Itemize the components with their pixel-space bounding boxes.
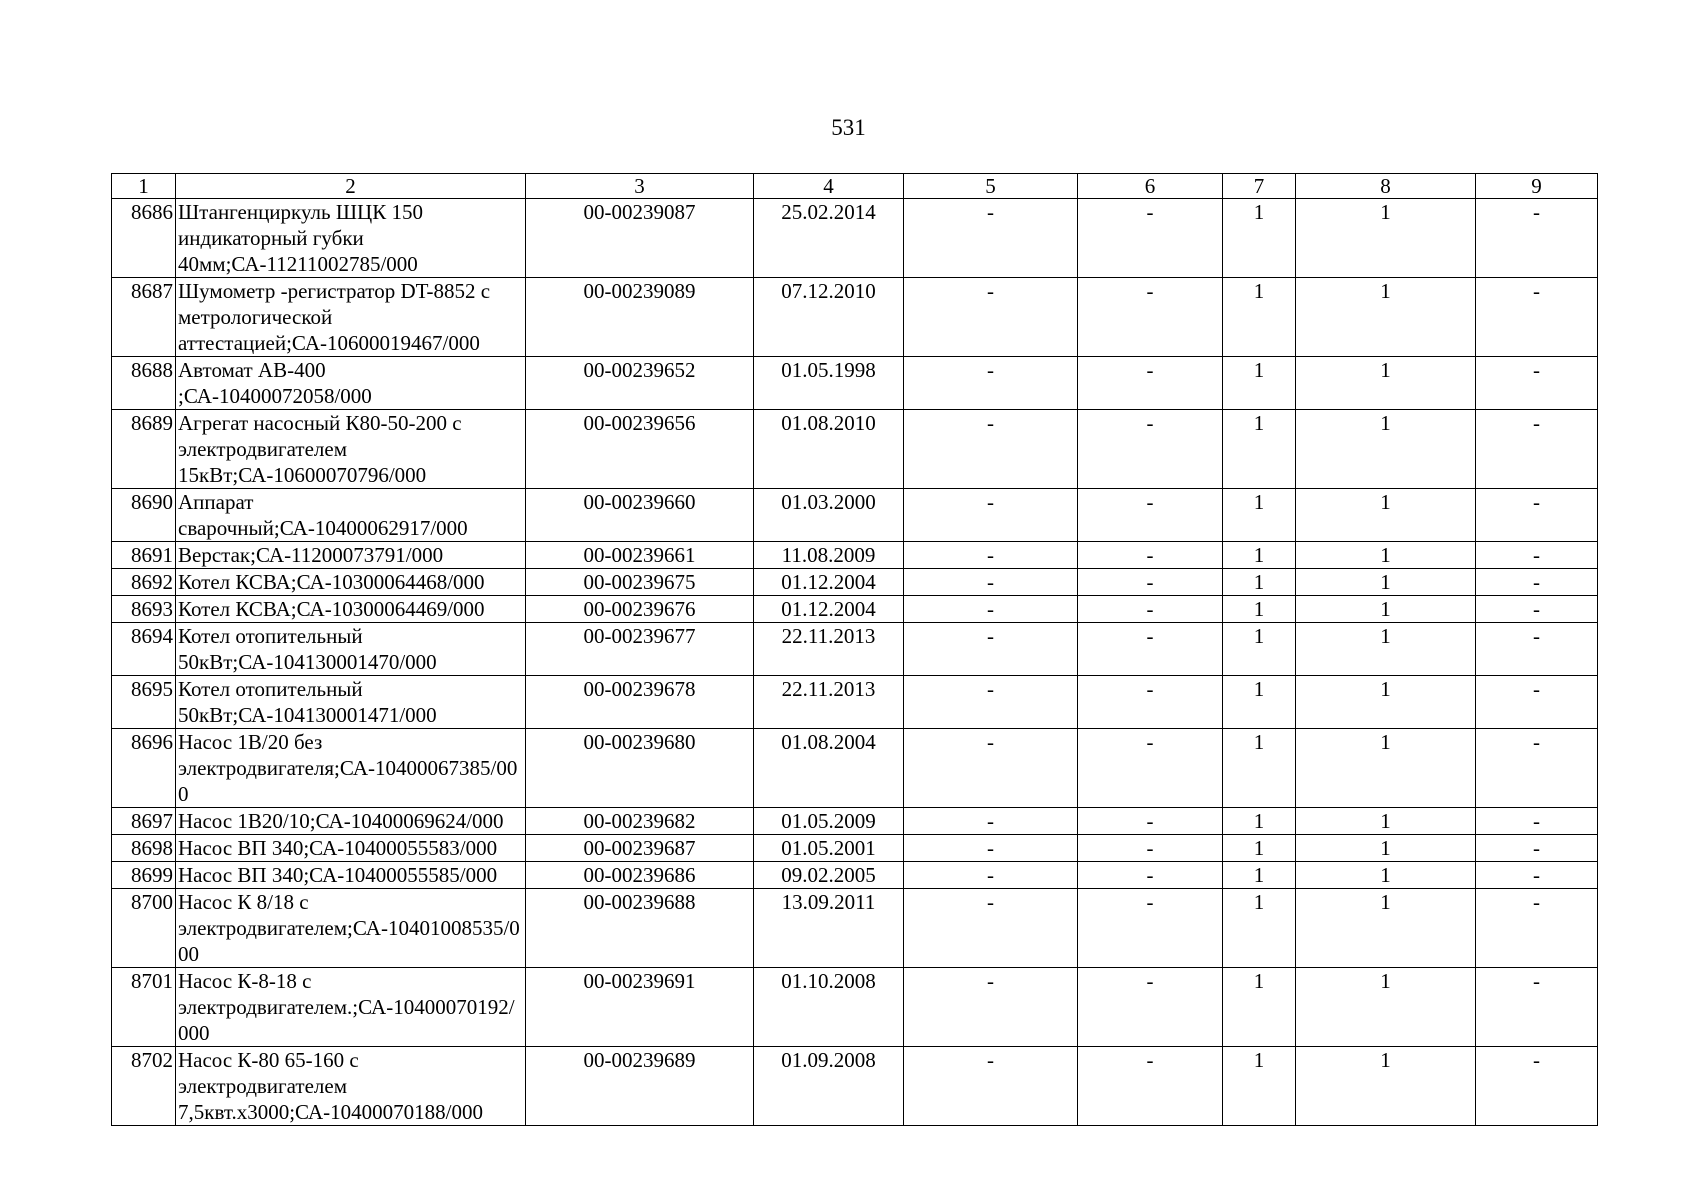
col7-cell: 1 — [1223, 1047, 1296, 1126]
col6-cell: - — [1078, 278, 1223, 357]
col9-cell: - — [1476, 489, 1598, 542]
column-header-9: 9 — [1476, 174, 1598, 199]
col7-cell: 1 — [1223, 410, 1296, 489]
inventory-number: 00-00239680 — [526, 729, 754, 808]
col5-cell: - — [904, 410, 1078, 489]
col6-cell: - — [1078, 729, 1223, 808]
column-header-3: 3 — [526, 174, 754, 199]
col9-cell: - — [1476, 278, 1598, 357]
col7-cell: 1 — [1223, 623, 1296, 676]
col8-cell: 1 — [1296, 357, 1476, 410]
col8-cell: 1 — [1296, 410, 1476, 489]
col8-cell: 1 — [1296, 489, 1476, 542]
col8-cell: 1 — [1296, 729, 1476, 808]
inventory-number: 00-00239661 — [526, 542, 754, 569]
date-cell: 01.09.2008 — [754, 1047, 904, 1126]
table-row — [112, 623, 1598, 676]
inventory-number: 00-00239089 — [526, 278, 754, 357]
col7-cell: 1 — [1223, 542, 1296, 569]
table-row — [112, 676, 1598, 729]
col7-cell: 1 — [1223, 729, 1296, 808]
col9-cell: - — [1476, 1047, 1598, 1126]
table-row — [112, 596, 1598, 623]
col8-cell: 1 — [1296, 889, 1476, 968]
table-row — [112, 889, 1598, 968]
item-name: Насос К-8-18 с электродвигателем.;СА-10400070192/000 — [176, 968, 526, 1047]
item-name: Насос К 8/18 с электродвигателем;СА-10401008535/000 — [176, 889, 526, 968]
col6-cell: - — [1078, 596, 1223, 623]
col9-cell: - — [1476, 357, 1598, 410]
col9-cell: - — [1476, 676, 1598, 729]
col6-cell: - — [1078, 357, 1223, 410]
item-name: Котел отопительный 50кВт;СА-104130001471/000 — [176, 676, 526, 729]
col8-cell: 1 — [1296, 676, 1476, 729]
item-name: Котел КСВА;СА-10300064469/000 — [176, 596, 526, 623]
table-row — [112, 835, 1598, 862]
item-name: Аппарат сварочный;СА-10400062917/000 — [176, 489, 526, 542]
item-name: Насос К-80 65-160 с электродвигателем 7,5квт.х3000;СА-10400070188/000 — [176, 1047, 526, 1126]
column-header-4: 4 — [754, 174, 904, 199]
col7-cell: 1 — [1223, 889, 1296, 968]
row-number: 8694 — [112, 623, 176, 676]
table-row — [112, 1047, 1598, 1126]
col7-cell: 1 — [1223, 835, 1296, 862]
col6-cell: - — [1078, 489, 1223, 542]
col8-cell: 1 — [1296, 569, 1476, 596]
col9-cell: - — [1476, 596, 1598, 623]
col5-cell: - — [904, 729, 1078, 808]
inventory-number: 00-00239689 — [526, 1047, 754, 1126]
table-row — [112, 542, 1598, 569]
table-row — [112, 569, 1598, 596]
item-name: Насос 1В20/10;СА-10400069624/000 — [176, 808, 526, 835]
col5-cell: - — [904, 808, 1078, 835]
registry-table — [111, 173, 1598, 1126]
col5-cell: - — [904, 835, 1078, 862]
column-header-8: 8 — [1296, 174, 1476, 199]
table-row — [112, 968, 1598, 1047]
col6-cell: - — [1078, 199, 1223, 278]
row-number: 8691 — [112, 542, 176, 569]
col5-cell: - — [904, 1047, 1078, 1126]
col5-cell: - — [904, 596, 1078, 623]
col9-cell: - — [1476, 889, 1598, 968]
date-cell: 01.05.2001 — [754, 835, 904, 862]
date-cell: 07.12.2010 — [754, 278, 904, 357]
date-cell: 01.05.1998 — [754, 357, 904, 410]
col6-cell: - — [1078, 676, 1223, 729]
col8-cell: 1 — [1296, 278, 1476, 357]
row-number: 8696 — [112, 729, 176, 808]
col7-cell: 1 — [1223, 569, 1296, 596]
date-cell: 01.12.2004 — [754, 596, 904, 623]
col7-cell: 1 — [1223, 489, 1296, 542]
col9-cell: - — [1476, 569, 1598, 596]
col8-cell: 1 — [1296, 862, 1476, 889]
col9-cell: - — [1476, 410, 1598, 489]
col9-cell: - — [1476, 623, 1598, 676]
row-number: 8690 — [112, 489, 176, 542]
date-cell: 01.08.2004 — [754, 729, 904, 808]
table-row — [112, 410, 1598, 489]
table-row — [112, 862, 1598, 889]
date-cell: 22.11.2013 — [754, 623, 904, 676]
col9-cell: - — [1476, 862, 1598, 889]
col7-cell: 1 — [1223, 808, 1296, 835]
row-number: 8699 — [112, 862, 176, 889]
col5-cell: - — [904, 199, 1078, 278]
date-cell: 25.02.2014 — [754, 199, 904, 278]
col6-cell: - — [1078, 569, 1223, 596]
col8-cell: 1 — [1296, 1047, 1476, 1126]
item-name: Насос 1В/20 без электродвигателя;СА-10400067385/000 — [176, 729, 526, 808]
col8-cell: 1 — [1296, 968, 1476, 1047]
header-row — [112, 174, 1598, 199]
inventory-number: 00-00239675 — [526, 569, 754, 596]
item-name: Верстак;СА-11200073791/000 — [176, 542, 526, 569]
col8-cell: 1 — [1296, 199, 1476, 278]
inventory-number: 00-00239087 — [526, 199, 754, 278]
date-cell: 01.03.2000 — [754, 489, 904, 542]
inventory-number: 00-00239652 — [526, 357, 754, 410]
col7-cell: 1 — [1223, 676, 1296, 729]
date-cell: 09.02.2005 — [754, 862, 904, 889]
col5-cell: - — [904, 862, 1078, 889]
column-header-1: 1 — [112, 174, 176, 199]
col7-cell: 1 — [1223, 199, 1296, 278]
col5-cell: - — [904, 569, 1078, 596]
row-number: 8693 — [112, 596, 176, 623]
col5-cell: - — [904, 968, 1078, 1047]
col9-cell: - — [1476, 199, 1598, 278]
item-name: Котел отопительный 50кВт;СА-104130001470/000 — [176, 623, 526, 676]
date-cell: 01.05.2009 — [754, 808, 904, 835]
col8-cell: 1 — [1296, 835, 1476, 862]
page-number: 531 — [831, 115, 866, 140]
table-row — [112, 278, 1598, 357]
table-row — [112, 357, 1598, 410]
inventory-number: 00-00239677 — [526, 623, 754, 676]
col8-cell: 1 — [1296, 596, 1476, 623]
col6-cell: - — [1078, 889, 1223, 968]
table-row — [112, 729, 1598, 808]
col7-cell: 1 — [1223, 862, 1296, 889]
row-number: 8692 — [112, 569, 176, 596]
inventory-number: 00-00239656 — [526, 410, 754, 489]
col9-cell: - — [1476, 808, 1598, 835]
inventory-number: 00-00239676 — [526, 596, 754, 623]
table-row — [112, 489, 1598, 542]
table-row — [112, 199, 1598, 278]
col5-cell: - — [904, 489, 1078, 542]
date-cell: 01.10.2008 — [754, 968, 904, 1047]
inventory-number: 00-00239691 — [526, 968, 754, 1047]
column-header-2: 2 — [176, 174, 526, 199]
table-row — [112, 808, 1598, 835]
inventory-number: 00-00239687 — [526, 835, 754, 862]
col9-cell: - — [1476, 968, 1598, 1047]
col5-cell: - — [904, 542, 1078, 569]
inventory-number: 00-00239688 — [526, 889, 754, 968]
col8-cell: 1 — [1296, 542, 1476, 569]
date-cell: 11.08.2009 — [754, 542, 904, 569]
col5-cell: - — [904, 357, 1078, 410]
col6-cell: - — [1078, 808, 1223, 835]
col9-cell: - — [1476, 542, 1598, 569]
row-number: 8687 — [112, 278, 176, 357]
row-number: 8686 — [112, 199, 176, 278]
row-number: 8698 — [112, 835, 176, 862]
row-number: 8689 — [112, 410, 176, 489]
col5-cell: - — [904, 278, 1078, 357]
col5-cell: - — [904, 676, 1078, 729]
col7-cell: 1 — [1223, 278, 1296, 357]
row-number: 8688 — [112, 357, 176, 410]
date-cell: 22.11.2013 — [754, 676, 904, 729]
col6-cell: - — [1078, 623, 1223, 676]
col6-cell: - — [1078, 410, 1223, 489]
row-number: 8700 — [112, 889, 176, 968]
column-header-6: 6 — [1078, 174, 1223, 199]
inventory-number: 00-00239678 — [526, 676, 754, 729]
inventory-number: 00-00239682 — [526, 808, 754, 835]
col7-cell: 1 — [1223, 596, 1296, 623]
col6-cell: - — [1078, 542, 1223, 569]
row-number: 8695 — [112, 676, 176, 729]
row-number: 8701 — [112, 968, 176, 1047]
inventory-number: 00-00239686 — [526, 862, 754, 889]
col6-cell: - — [1078, 835, 1223, 862]
row-number: 8697 — [112, 808, 176, 835]
col6-cell: - — [1078, 1047, 1223, 1126]
col8-cell: 1 — [1296, 808, 1476, 835]
date-cell: 01.08.2010 — [754, 410, 904, 489]
item-name: Агрегат насосный К80-50-200 с электродвигателем 15кВт;СА-10600070796/000 — [176, 410, 526, 489]
date-cell: 01.12.2004 — [754, 569, 904, 596]
inventory-number: 00-00239660 — [526, 489, 754, 542]
col8-cell: 1 — [1296, 623, 1476, 676]
row-number: 8702 — [112, 1047, 176, 1126]
col6-cell: - — [1078, 862, 1223, 889]
item-name: Автомат АВ-400 ;СА-10400072058/000 — [176, 357, 526, 410]
col9-cell: - — [1476, 729, 1598, 808]
column-header-7: 7 — [1223, 174, 1296, 199]
item-name: Шумометр -регистратор DT-8852 с метрологической аттестацией;СА-10600019467/000 — [176, 278, 526, 357]
col7-cell: 1 — [1223, 357, 1296, 410]
item-name: Штангенциркуль ШЦК 150 индикаторный губки 40мм;СА-11211002785/000 — [176, 199, 526, 278]
item-name: Насос ВП 340;СА-10400055583/000 — [176, 835, 526, 862]
col5-cell: - — [904, 623, 1078, 676]
column-header-5: 5 — [904, 174, 1078, 199]
item-name: Котел КСВА;СА-10300064468/000 — [176, 569, 526, 596]
col5-cell: - — [904, 889, 1078, 968]
col7-cell: 1 — [1223, 968, 1296, 1047]
date-cell: 13.09.2011 — [754, 889, 904, 968]
col9-cell: - — [1476, 835, 1598, 862]
item-name: Насос ВП 340;СА-10400055585/000 — [176, 862, 526, 889]
col6-cell: - — [1078, 968, 1223, 1047]
